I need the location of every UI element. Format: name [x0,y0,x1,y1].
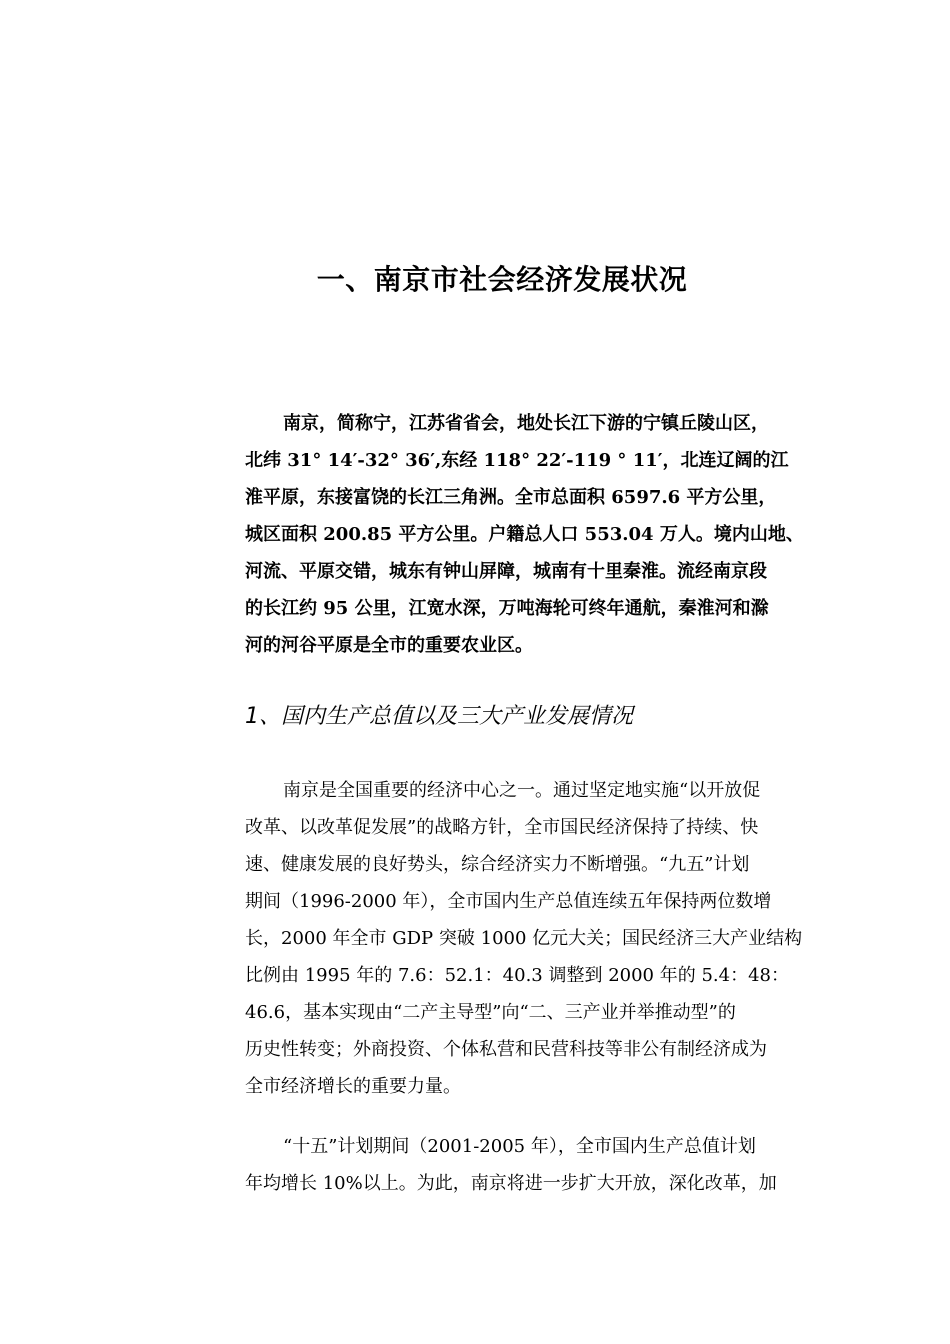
paragraph-line: “十五”计划期间（2001-2005 年），全市国内生产总值计划 [283,1136,756,1157]
section-heading: 1、国内生产总值以及三大产业发展情况 [245,704,633,729]
paragraph-line: 比例由 1995 年的 7.6：52.1：40.3 调整到 2000 年的 5.4：48： [245,965,789,986]
paragraph-line: 河的河谷平原是全市的重要农业区。 [245,635,533,656]
paragraph-line: 历史性转变；外商投资、个体私营和民营科技等非公有制经济成为 [245,1039,767,1060]
paragraph-line: 河流、平原交错，城东有钟山屏障，城南有十里秦淮。流经南京段 [245,561,767,582]
paragraph-line: 期间（1996-2000 年），全市国内生产总值连续五年保持两位数增 [245,891,772,912]
paragraph-line: 改革、以改革促发展”的战略方针，全市国民经济保持了持续、快 [245,817,759,838]
intro-paragraph [245,405,805,664]
paragraph-line: 淮平原，东接富饶的长江三角洲。全市总面积 6597.6 平方公里， [245,487,777,508]
paragraph-line: 北纬 31° 14′-32° 36′,东经 118° 22′-119 ° 11′，北连辽阔的江 [245,450,789,471]
paragraph-line: 南京是全国重要的经济中心之一。通过坚定地实施“以开放促 [283,780,761,801]
paragraph-line: 长，2000 年全市 GDP 突破 1000 亿元大关；国民经济三大产业结构 [245,928,803,949]
paragraph-line: 46.6，基本实现由“二产主导型”向“二、三产业并举推动型”的 [245,1002,736,1023]
paragraph-line: 城区面积 200.85 平方公里。户籍总人口 553.04 万人。境内山地、 [245,524,804,545]
paragraph-line: 全市经济增长的重要力量。 [245,1076,461,1097]
paragraph-line: 南京，简称宁，江苏省省会，地处长江下游的宁镇丘陵山区， [283,413,769,434]
paragraph-line: 速、健康发展的良好势头，综合经济实力不断增强。“九五”计划 [245,854,750,875]
body-paragraph [245,772,805,1105]
body-paragraph [245,1128,805,1202]
paragraph-line: 的长江约 95 公里，江宽水深，万吨海轮可终年通航，秦淮河和滁 [245,598,769,619]
paragraph-line: 年均增长 10%以上。为此，南京将进一步扩大开放，深化改革，加 [245,1173,777,1194]
page-title: 一、南京市社会经济发展状况 [316,263,688,296]
